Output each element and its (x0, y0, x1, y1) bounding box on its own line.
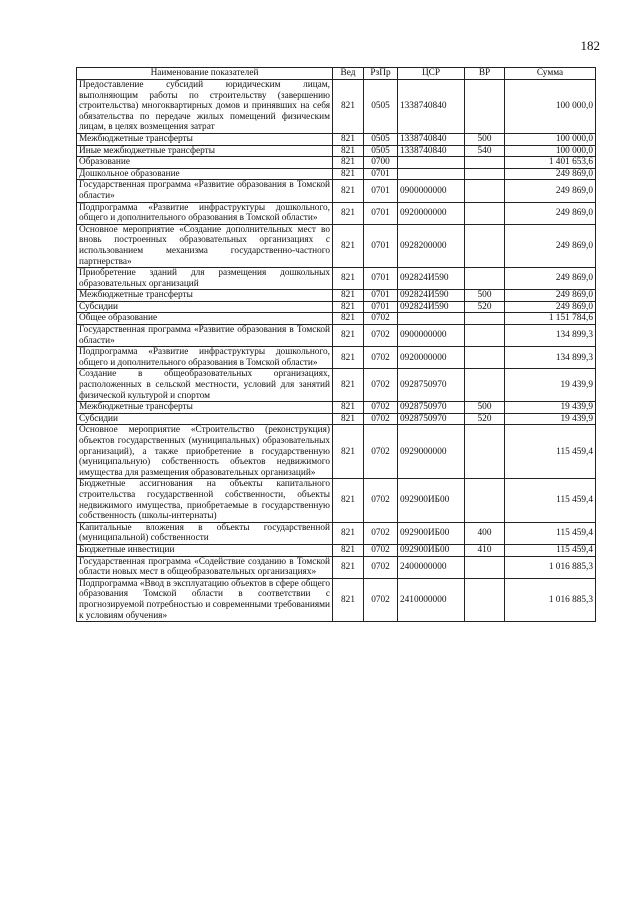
cell-csr: 2400000000 (398, 556, 465, 578)
cell-csr: 092900ИБ00 (398, 544, 465, 556)
cell-ved: 821 (333, 224, 364, 267)
cell-vr: 520 (465, 413, 505, 425)
header-name: Наименование показателей (77, 68, 333, 80)
cell-rzpr: 0702 (364, 347, 398, 369)
table-row (77, 168, 596, 180)
cell-ved: 821 (333, 556, 364, 578)
cell-sum: 249 869,0 (505, 268, 596, 290)
cell-csr: 0928750970 (398, 413, 465, 425)
cell-rzpr: 0702 (364, 425, 398, 479)
cell-rzpr: 0701 (364, 180, 398, 202)
cell-csr: 0928200000 (398, 224, 465, 267)
cell-csr: 092824И590 (398, 290, 465, 302)
cell-sum: 115 459,4 (505, 522, 596, 544)
cell-name: Дошкольное образование (77, 168, 333, 180)
cell-rzpr: 0702 (364, 479, 398, 522)
cell-csr: 1338740840 (398, 145, 465, 157)
cell-name: Образование (77, 157, 333, 169)
cell-rzpr: 0505 (364, 133, 398, 145)
cell-vr (465, 313, 505, 325)
cell-vr: 500 (465, 402, 505, 414)
cell-name: Субсидии (77, 301, 333, 313)
cell-vr (465, 556, 505, 578)
cell-sum: 249 869,0 (505, 301, 596, 313)
table-row (77, 133, 596, 145)
cell-rzpr: 0702 (364, 578, 398, 621)
cell-csr: 092900ИБ00 (398, 522, 465, 544)
header-ved: Вед (333, 68, 364, 80)
cell-csr: 1338740840 (398, 133, 465, 145)
table-row (77, 290, 596, 302)
table-row (77, 413, 596, 425)
table-row (77, 578, 596, 621)
cell-csr: 092900ИБ00 (398, 479, 465, 522)
cell-csr: 0929000000 (398, 425, 465, 479)
cell-csr: 0928750970 (398, 369, 465, 402)
cell-sum: 134 899,3 (505, 347, 596, 369)
cell-sum: 249 869,0 (505, 202, 596, 224)
cell-sum: 249 869,0 (505, 224, 596, 267)
cell-ved: 821 (333, 544, 364, 556)
cell-rzpr: 0701 (364, 202, 398, 224)
cell-csr: 0920000000 (398, 202, 465, 224)
table-row (77, 224, 596, 267)
table-row (77, 402, 596, 414)
cell-sum: 249 869,0 (505, 180, 596, 202)
cell-vr: 520 (465, 301, 505, 313)
cell-vr (465, 479, 505, 522)
table-body (77, 80, 596, 622)
cell-name: Государственная программа «Содействие созданию в Томской области новых мест в общеобразовательных организациях» (77, 556, 333, 578)
cell-ved: 821 (333, 268, 364, 290)
cell-vr (465, 578, 505, 621)
cell-ved: 821 (333, 479, 364, 522)
cell-sum: 249 869,0 (505, 168, 596, 180)
cell-csr: 0900000000 (398, 180, 465, 202)
cell-ved: 821 (333, 578, 364, 621)
cell-ved: 821 (333, 133, 364, 145)
cell-sum: 100 000,0 (505, 80, 596, 134)
cell-csr: 0928750970 (398, 402, 465, 414)
cell-name: Создание в общеобразовательных организациях, расположенных в сельской местности, условий для занятий физической культурой и спортом (77, 369, 333, 402)
table-row (77, 301, 596, 313)
table-row (77, 522, 596, 544)
cell-ved: 821 (333, 80, 364, 134)
cell-ved: 821 (333, 402, 364, 414)
cell-rzpr: 0702 (364, 544, 398, 556)
cell-vr (465, 80, 505, 134)
table-row (77, 268, 596, 290)
table-row (77, 556, 596, 578)
cell-ved: 821 (333, 347, 364, 369)
cell-vr (465, 268, 505, 290)
table-row (77, 425, 596, 479)
cell-name: Подпрограмма «Развитие инфраструктуры дошкольного, общего и дополнительного образования в Томской области» (77, 347, 333, 369)
cell-csr: 0920000000 (398, 347, 465, 369)
cell-name: Основное мероприятие «Создание дополнительных мест во вновь построенных образовательных организациях с использованием механизма государственно-частного партнерства» (77, 224, 333, 267)
cell-vr (465, 202, 505, 224)
cell-ved: 821 (333, 369, 364, 402)
cell-rzpr: 0700 (364, 157, 398, 169)
cell-name: Основное мероприятие «Строительство (реконструкция) объектов государственных (муниципальных) образовательных организаций), а также приобретение в государственную (муниципальную) собственность объектов недвижимого имущества для размещения образовательных организаций» (77, 425, 333, 479)
table-row (77, 202, 596, 224)
cell-name: Подпрограмма «Развитие инфраструктуры дошкольного, общего и дополнительного образования в Томской области» (77, 202, 333, 224)
cell-vr: 400 (465, 522, 505, 544)
cell-rzpr: 0505 (364, 145, 398, 157)
cell-rzpr: 0701 (364, 224, 398, 267)
cell-sum: 19 439,9 (505, 369, 596, 402)
cell-sum: 1 401 653,6 (505, 157, 596, 169)
cell-ved: 821 (333, 522, 364, 544)
cell-ved: 821 (333, 157, 364, 169)
cell-sum: 19 439,9 (505, 402, 596, 414)
cell-name: Субсидии (77, 413, 333, 425)
cell-sum: 134 899,3 (505, 325, 596, 347)
cell-vr (465, 369, 505, 402)
table-row (77, 479, 596, 522)
cell-name: Иные межбюджетные трансферты (77, 145, 333, 157)
cell-rzpr: 0702 (364, 522, 398, 544)
header-sum: Сумма (505, 68, 596, 80)
cell-vr (465, 425, 505, 479)
cell-rzpr: 0702 (364, 413, 398, 425)
cell-rzpr: 0702 (364, 369, 398, 402)
table-row (77, 347, 596, 369)
cell-sum: 19 439,9 (505, 413, 596, 425)
cell-csr: 1338740840 (398, 80, 465, 134)
cell-rzpr: 0702 (364, 556, 398, 578)
cell-sum: 100 000,0 (505, 133, 596, 145)
cell-sum: 249 869,0 (505, 290, 596, 302)
cell-vr (465, 224, 505, 267)
cell-csr (398, 313, 465, 325)
cell-name: Межбюджетные трансферты (77, 290, 333, 302)
header-csr: ЦСР (398, 68, 465, 80)
cell-name: Предоставление субсидий юридическим лицам, выполняющим работы по строительству (завершению строительства) многоквартирных домов и принявших на себя обязательства по передаче жилых помещений физическим лицам, в целях возмещения затрат (77, 80, 333, 134)
cell-ved: 821 (333, 145, 364, 157)
cell-name: Межбюджетные трансферты (77, 402, 333, 414)
cell-name: Бюджетные ассигнования на объекты капитального строительства государственной собственности, объекты недвижимого имущества, приобретаемые в государственную собственность (школы-интернаты) (77, 479, 333, 522)
cell-sum: 100 000,0 (505, 145, 596, 157)
cell-name: Подпрограмма «Ввод в эксплуатацию объектов в сфере общего образования Томской области в соответствии с прогнозируемой потребностью и современными требованиями к условиям обучения» (77, 578, 333, 621)
table-row (77, 325, 596, 347)
cell-csr: 092824И590 (398, 268, 465, 290)
cell-csr (398, 168, 465, 180)
header-rzpr: РзПр (364, 68, 398, 80)
cell-rzpr: 0701 (364, 168, 398, 180)
cell-name: Межбюджетные трансферты (77, 133, 333, 145)
cell-sum: 115 459,4 (505, 425, 596, 479)
table-row (77, 145, 596, 157)
table-row (77, 180, 596, 202)
cell-vr: 500 (465, 133, 505, 145)
cell-name: Общее образование (77, 313, 333, 325)
cell-sum: 1 016 885,3 (505, 556, 596, 578)
cell-name: Бюджетные инвестиции (77, 544, 333, 556)
cell-csr: 0900000000 (398, 325, 465, 347)
cell-vr: 540 (465, 145, 505, 157)
cell-rzpr: 0701 (364, 301, 398, 313)
cell-ved: 821 (333, 425, 364, 479)
cell-name: Государственная программа «Развитие образования в Томской области» (77, 180, 333, 202)
cell-ved: 821 (333, 413, 364, 425)
cell-vr (465, 347, 505, 369)
cell-vr: 500 (465, 290, 505, 302)
page-number: 182 (580, 38, 600, 53)
table-row (77, 80, 596, 134)
cell-rzpr: 0702 (364, 402, 398, 414)
table-row (77, 313, 596, 325)
cell-ved: 821 (333, 325, 364, 347)
cell-sum: 1 016 885,3 (505, 578, 596, 621)
cell-sum: 1 151 784,6 (505, 313, 596, 325)
table-row (77, 369, 596, 402)
cell-ved: 821 (333, 202, 364, 224)
cell-vr: 410 (465, 544, 505, 556)
cell-vr (465, 168, 505, 180)
cell-csr (398, 157, 465, 169)
cell-rzpr: 0701 (364, 268, 398, 290)
table-header-row (77, 68, 596, 80)
cell-sum: 115 459,4 (505, 479, 596, 522)
cell-name: Государственная программа «Развитие образования в Томской области» (77, 325, 333, 347)
cell-vr (465, 180, 505, 202)
cell-rzpr: 0505 (364, 80, 398, 134)
cell-name: Приобретение зданий для размещения дошкольных образовательных организаций (77, 268, 333, 290)
cell-vr (465, 325, 505, 347)
cell-vr (465, 157, 505, 169)
cell-rzpr: 0702 (364, 325, 398, 347)
table-row (77, 157, 596, 169)
cell-ved: 821 (333, 168, 364, 180)
cell-name: Капитальные вложения в объекты государственной (муниципальной) собственности (77, 522, 333, 544)
budget-table (76, 67, 596, 622)
cell-csr: 2410000000 (398, 578, 465, 621)
cell-csr: 092824И590 (398, 301, 465, 313)
cell-sum: 115 459,4 (505, 544, 596, 556)
cell-ved: 821 (333, 290, 364, 302)
cell-ved: 821 (333, 313, 364, 325)
cell-rzpr: 0701 (364, 290, 398, 302)
cell-rzpr: 0702 (364, 313, 398, 325)
header-vr: ВР (465, 68, 505, 80)
cell-ved: 821 (333, 180, 364, 202)
table-row (77, 544, 596, 556)
cell-ved: 821 (333, 301, 364, 313)
